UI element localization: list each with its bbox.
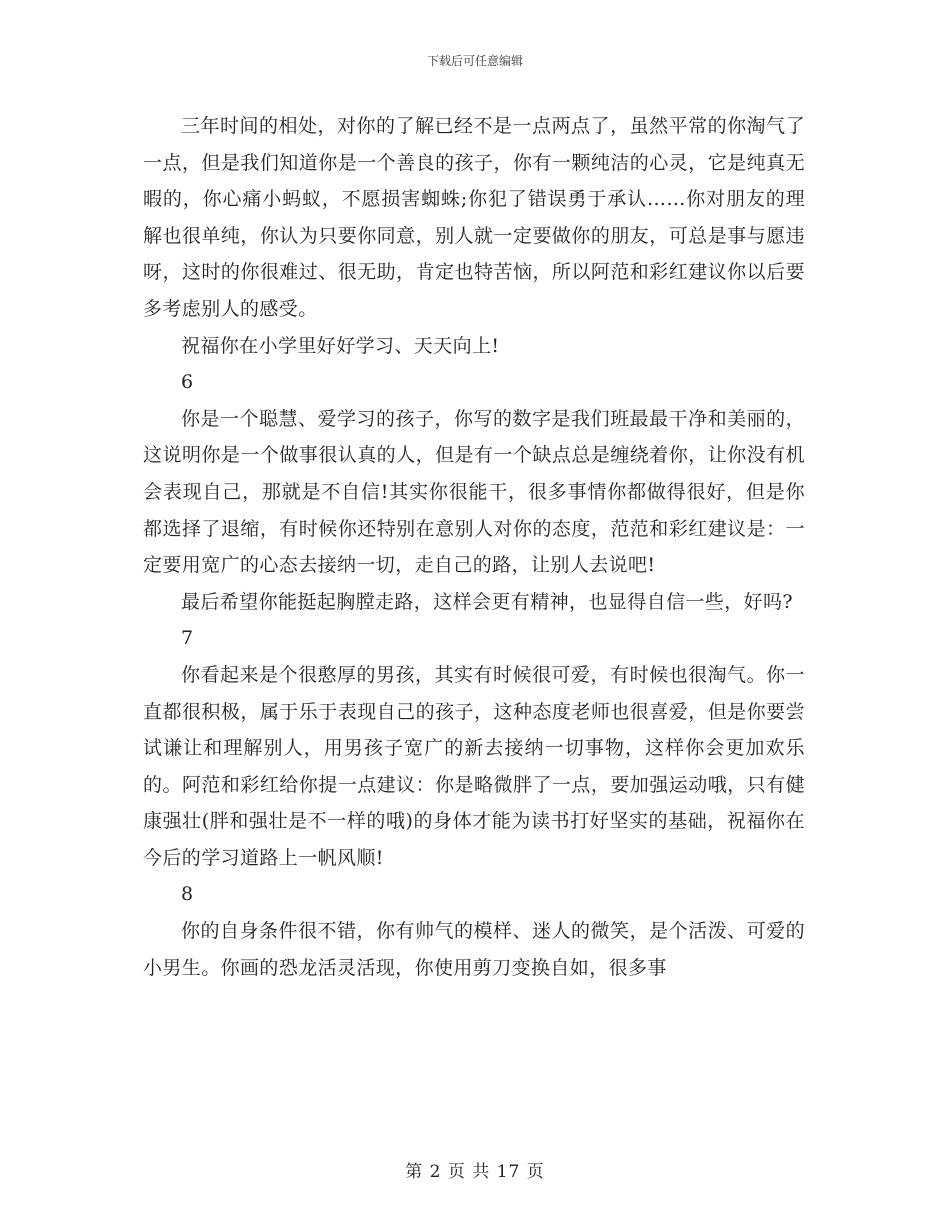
section-number: 8 [181,883,194,906]
paragraph: 你看起来是个很憨厚的男孩，其实有时候很可爱，有时候也很淘气。你一直都很积极，属于乐于表现自己的孩子，这种态度老师也很喜爱，但是你要尝试谦让和理解别人，用男孩子宽广的新去接纳一切事物，这样你会更加欢乐的。阿范和彩红给你提一点建议：你是略微胖了一点，要加强运动哦，只有健康强壮(胖和强壮是不一样的哦)的身体才能为读书打好坚实的基础，祝福你在今后的学习道路上一帆风顺! [143,663,805,869]
page-header: 下载后可任意编辑 [426,54,523,68]
page-footer: 第 2 页 共 17 页 [405,1162,545,1182]
paragraph: 最后希望你能挺起胸膛走路，这样会更有精神，也显得自信一些，好吗? [181,590,793,613]
paragraph: 你的自身条件很不错，你有帅气的模样、迷人的微笑，是个活泼、可爱的小男生。你画的恐龙活灵活现，你使用剪刀变换自如，很多事 [143,920,805,979]
paragraph: 祝福你在小学里好好学习、天天向上! [181,334,500,357]
paragraph: 你是一个聪慧、爱学习的孩子，你写的数字是我们班最最干净和美丽的，这说明你是一个做事很认真的人，但是有一个缺点总是缠绕着你，让你没有机会表现自己，那就是不自信!其实你很能干，很多事情你都做得很好，但是你都选择了退缩，有时候你还特别在意别人对你的态度，范范和彩红建议是：一定要用宽广的心态去接纳一切，走自己的路，让别人去说吧! [143,407,805,577]
document-body [143,108,805,986]
paragraph: 三年时间的相处，对你的了解已经不是一点两点了，虽然平常的你淘气了一点，但是我们知道你是一个善良的孩子，你有一颗纯洁的心灵，它是纯真无暇的，你心痛小蚂蚁，不愿损害蜘蛛;你犯了错误勇于承认……你对朋友的理解也很单纯，你认为只要你同意，别人就一定要做你的朋友，可总是事与愿违呀，这时的你很难过、很无助，肯定也特苦恼，所以阿范和彩红建议你以后要多考虑别人的感受。 [143,115,805,320]
section-number: 7 [181,627,194,650]
section-number: 6 [181,371,194,394]
